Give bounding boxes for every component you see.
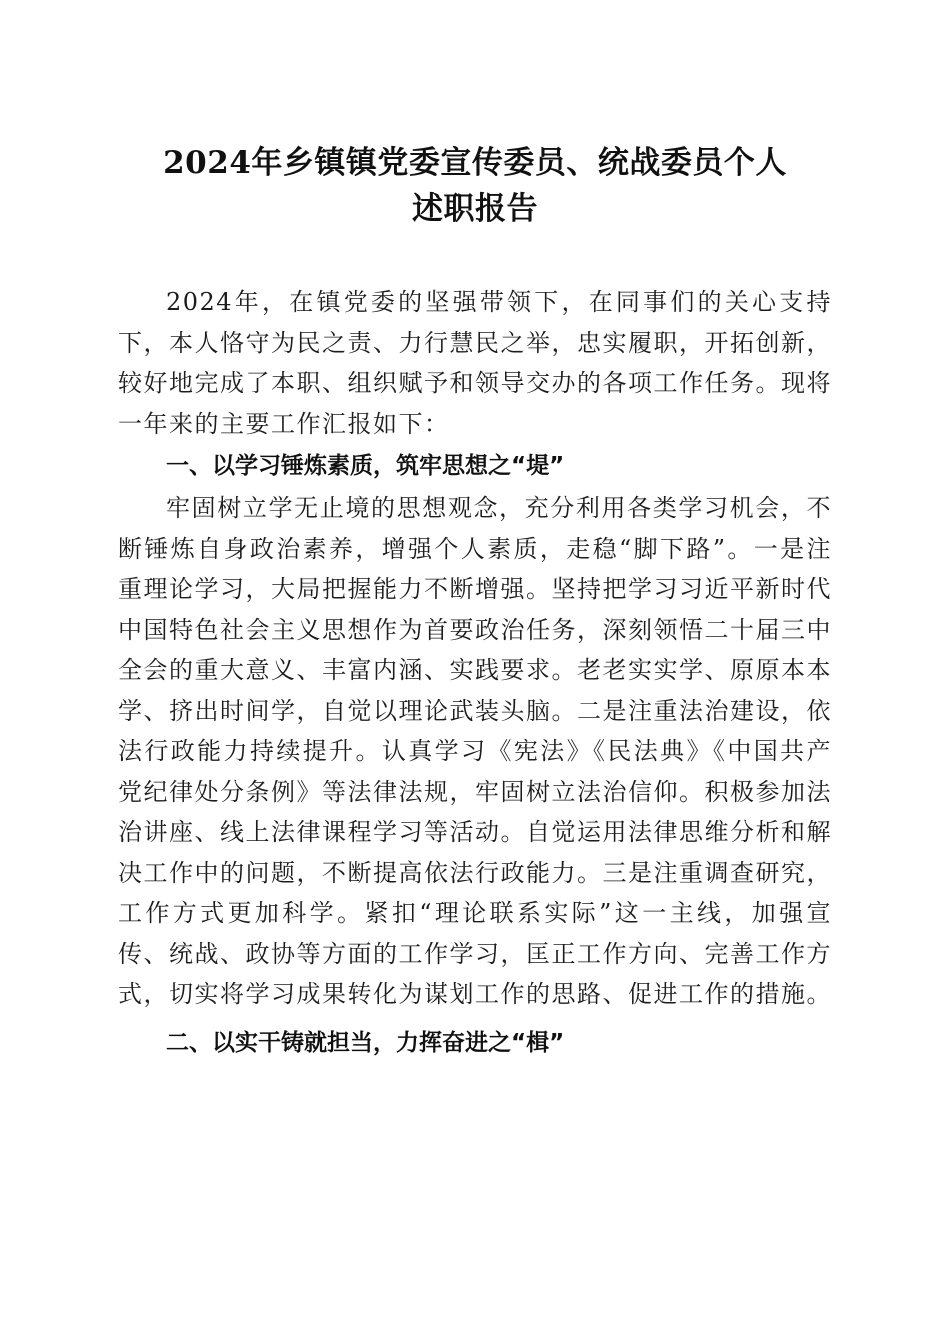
title-line-2: 述职报告: [412, 191, 538, 227]
title-line-1: 2024年乡镇镇党委宣传委员、统战委员个人: [163, 145, 787, 181]
section-1-heading: 一、以学习锤炼素质，筑牢思想之“堤”: [166, 453, 565, 479]
intro-paragraph: 2024年，在镇党委的坚强带领下，在同事们的关心支持下，本人恪守为民之责、力行慧民之举，忠实履职，开拓创新，较好地完成了本职、组织赋予和领导交办的各项工作任务。现将一年来的主要工作汇报如下：: [118, 288, 832, 438]
section-2-heading: 二、以实干铸就担当，力挥奋进之“楫”: [166, 1029, 565, 1056]
section-1-paragraph: 牢固树立学无止境的思想观念，充分利用各类学习机会，不断锤炼自身政治素养，增强个人素质，走稳“脚下路”。一是注重理论学习，大局把握能力不断增强。坚持把学习习近平新时代中国特色社会主义思想作为首要政治任务，深刻领悟二十届三中全会的重大意义、丰富内涵、实践要求。老老实实学、原原本本学、挤出时间学，自觉以理论武装头脑。二是注重法治建设，依法行政能力持续提升。认真学习《宪法》《民法典》《中国共产党纪律处分条例》等法律法规，牢固树立法治信仰。积极参加法治讲座、线上法律课程学习等活动。自觉运用法律思维分析和解决工作中的问题，不断提高依法行政能力。三是注重调查研究，工作方式更加科学。紧扣“理论联系实际”这一主线，加强宣传、统战、政协等方面的工作学习，匡正工作方向、完善工作方式，切实将学习成果转化为谋划工作的思路、促进工作的措施。: [118, 494, 832, 1008]
document-body: [118, 282, 832, 1065]
document-title: [118, 140, 832, 232]
